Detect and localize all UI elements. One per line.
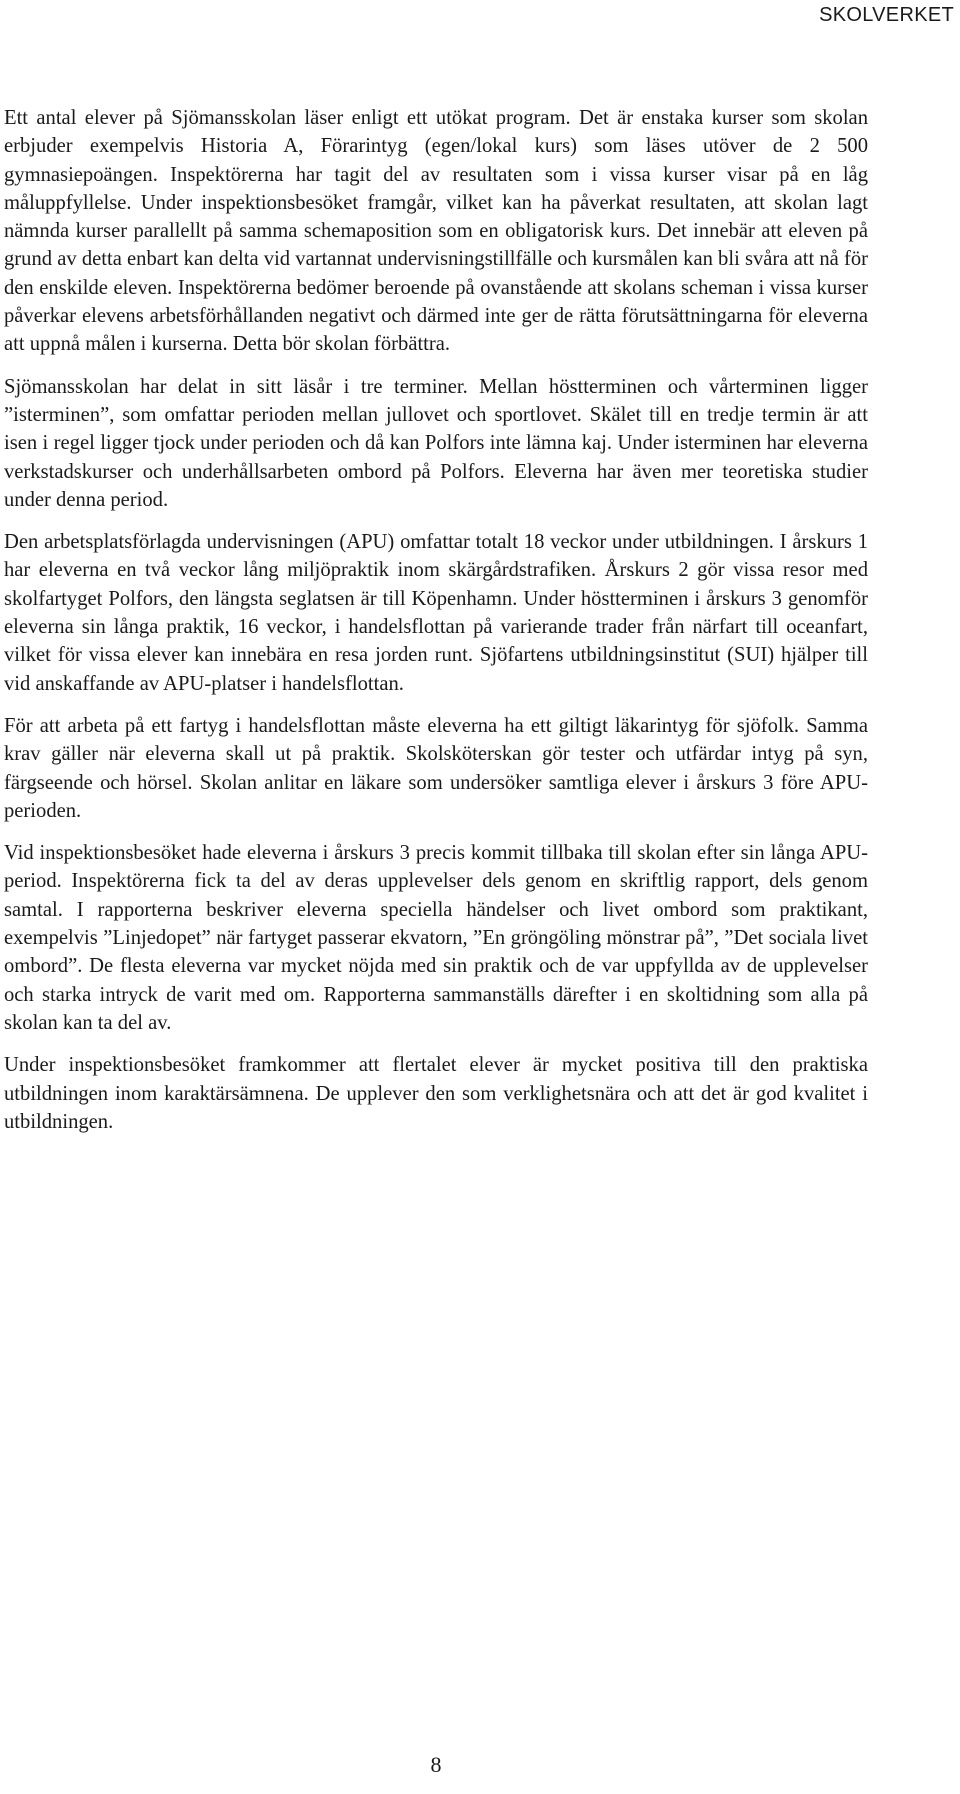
paragraph-inspection-visit: Vid inspektionsbesöket hade eleverna i årskurs 3 precis kommit tillbaka till skolan efter sin långa APU-period. Inspektörerna fick ta del av deras upplevelser dels genom en skriftlig rapport, dels genom samtal. I rapporterna beskriver eleverna speciella händelser och livet ombord som praktikant, exempelvis ”Linjedopet” när fartyget passerar ekvatorn, ”En gröngöling mönstrar på”, ”Det sociala livet ombord”. De flesta eleverna var mycket nöjda med sin praktik och de var uppfyllda av de upplevelser och starka intryck de varit med om. Rapporterna sammanställs därefter i en skoltidning som alla på skolan kan ta del av. [4,842,868,1034]
page-number: 8 [430,1752,442,1777]
paragraph-medical-certificate: För att arbeta på ett fartyg i handelsflottan måste eleverna ha ett giltigt läkarintyg för sjöfolk. Samma krav gäller när eleverna skall ut på praktik. Skolsköterskan gör tester och utfärdar intyg på syn, färgseende och hörsel. Skolan anlitar en läkare som undersöker samtliga elever i årskurs 3 före APU-perioden. [4,714,868,822]
document-body [4,104,868,1150]
paragraph-student-opinions: Under inspektionsbesöket framkommer att flertalet elever är mycket positiva till den praktiska utbildningen inom karaktärsämnena. De upplever den som verklighetsnära och att det är god kvalitet i utbildningen. [4,1054,868,1133]
paragraph-apu: Den arbetsplatsförlagda undervisningen (APU) omfattar totalt 18 veckor under utbildningen. I årskurs 1 har eleverna en två veckor lång miljöpraktik inom skärgårdstrafiken. Årskurs 2 gör vissa resor med skolfartyget Polfors, den längsta seglatsen är till Köpenhamn. Under höstterminen i årskurs 3 genomför eleverna sin långa praktik, 16 veckor, i handelsflottan på varierande trader från närfart till oceanfart, vilket för vissa elever kan innebära en resa jorden runt. Sjöfartens utbildningsinstitut (SUI) hjälper till vid anskaffande av APU-platser i handelsflottan. [4,531,868,695]
paragraph-extended-program: Ett antal elever på Sjömansskolan läser enligt ett utökat program. Det är enstaka kurser som skolan erbjuder exempelvis Historia A, Förarintyg (egen/lokal kurs) som läses utöver de 2 500 gymnasiepoängen. Inspektörerna har tagit del av resultaten som i vissa kurser visar på en låg måluppfyllelse. Under inspektionsbesöket framgår, vilket kan ha påverkat resultaten, att skolan lagt nämnda kurser parallellt på samma schemaposition som en obligatorisk kurs. Det innebär att eleven på grund av detta enbart kan delta vid vartannat undervisningstillfälle och kursmålen kan bli svåra att nå för den enskilde eleven. Inspektörerna bedömer beroende på ovanstående att skolans scheman i vissa kurser påverkar elevens arbetsförhållanden negativt och därmed inte ger de rätta förutsättningarna för eleverna att uppnå målen i kurserna. Detta bör skolan förbättra. [4,107,868,356]
header-organization-label: SKOLVERKET [819,4,954,26]
paragraph-ice-term: Sjömansskolan har delat in sitt läsår i tre terminer. Mellan höstterminen och vårterminen ligger ”isterminen”, som omfattar perioden mellan jullovet och sportlovet. Skälet till en tredje termin är att isen i regel ligger tjock under perioden och då kan Polfors inte lämna kaj. Under isterminen har eleverna verkstadskurser och underhållsarbeten ombord på Polfors. Eleverna har även mer teoretiska studier under denna period. [4,375,868,511]
